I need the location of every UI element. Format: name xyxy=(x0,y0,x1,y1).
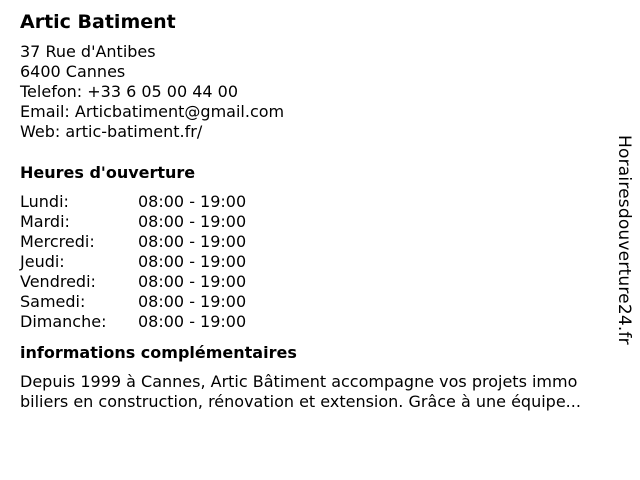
day-label: Samedi: xyxy=(20,292,86,311)
opening-hours-heading: Heures d'ouverture xyxy=(20,163,196,182)
business-card xyxy=(20,9,620,412)
description-line-2: biliers en construction, rénovation et extension. Grâce à une équipe... xyxy=(20,392,581,411)
opening-hours-table xyxy=(20,192,246,332)
website-line: Web: artic-batiment.fr/ xyxy=(20,122,203,141)
hours-row-saturday xyxy=(20,292,246,312)
time-range: 08:00 - 19:00 xyxy=(138,272,247,291)
day-label: Mardi: xyxy=(20,212,70,231)
time-range: 08:00 - 19:00 xyxy=(138,212,247,231)
email-line: Email: Articbatiment@gmail.com xyxy=(20,102,285,121)
hours-row-sunday xyxy=(20,312,246,332)
day-label: Vendredi: xyxy=(20,272,96,291)
additional-info-heading: informations complémentaires xyxy=(20,343,297,362)
address-line-2: 6400 Cannes xyxy=(20,62,126,81)
time-range: 08:00 - 19:00 xyxy=(138,252,247,271)
business-description xyxy=(20,372,640,412)
day-label: Jeudi: xyxy=(20,252,65,271)
time-range: 08:00 - 19:00 xyxy=(138,292,247,311)
contact-block xyxy=(20,42,620,142)
time-range: 08:00 - 19:00 xyxy=(138,232,247,251)
day-label: Dimanche: xyxy=(20,312,107,331)
description-line-1: Depuis 1999 à Cannes, Artic Bâtiment accompagne vos projets immo xyxy=(20,372,578,391)
day-label: Lundi: xyxy=(20,192,69,211)
hours-row-monday xyxy=(20,192,246,212)
site-watermark: Horairesdouverture24.fr xyxy=(614,135,634,345)
hours-row-tuesday xyxy=(20,212,246,232)
time-range: 08:00 - 19:00 xyxy=(138,312,247,331)
address-line-1: 37 Rue d'Antibes xyxy=(20,42,156,61)
phone-line: Telefon: +33 6 05 00 44 00 xyxy=(20,82,239,101)
time-range: 08:00 - 19:00 xyxy=(138,192,247,211)
business-name: Artic Batiment xyxy=(20,11,176,33)
hours-row-thursday xyxy=(20,252,246,272)
hours-row-wednesday xyxy=(20,232,246,252)
day-label: Mercredi: xyxy=(20,232,95,251)
hours-row-friday xyxy=(20,272,246,292)
